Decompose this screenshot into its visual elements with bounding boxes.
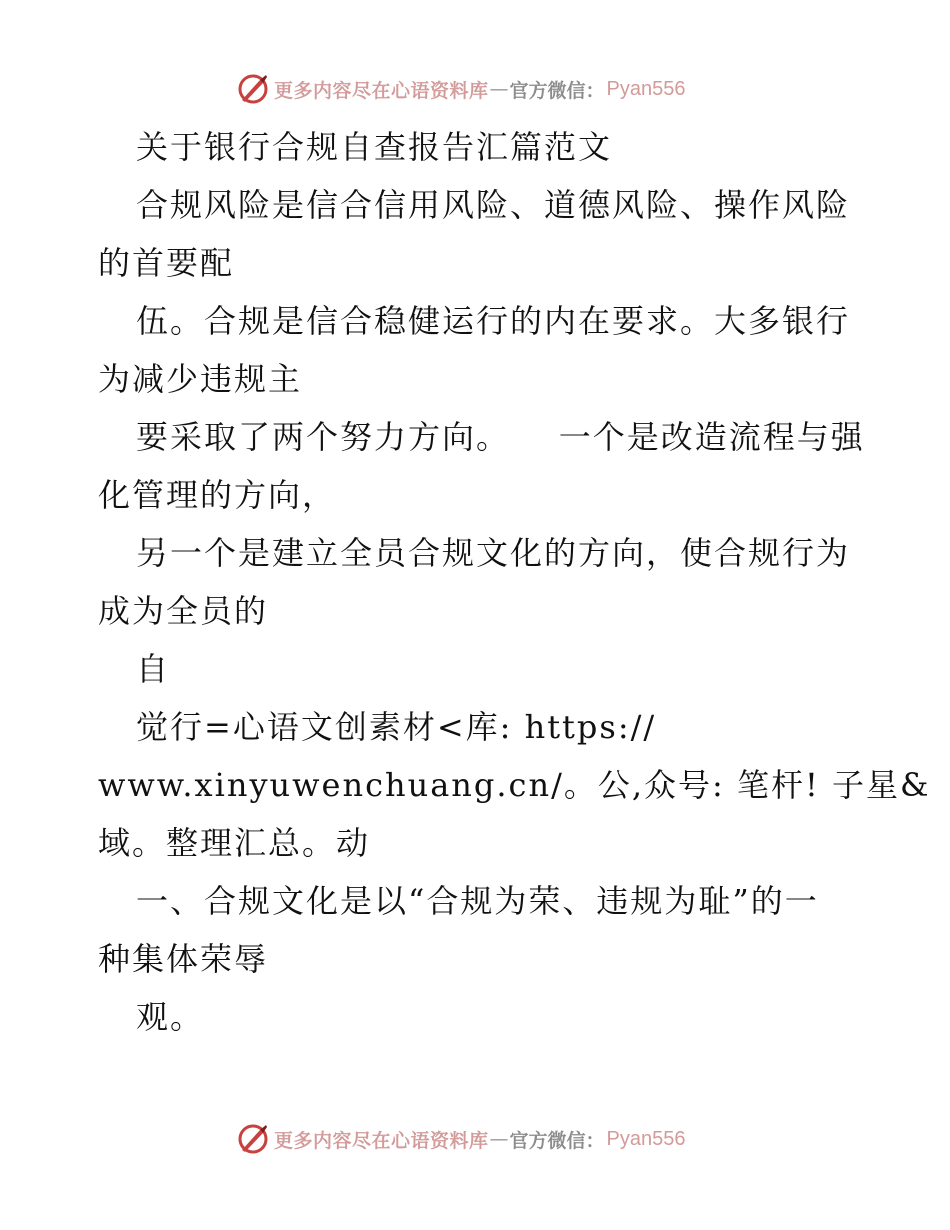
quill-logo-icon [236,72,270,106]
paragraph-line: 合规风险是信合信用风险、道德风险、操作风险 [136,186,851,224]
paragraph-line: 域。整理汇总。动 [98,824,371,862]
paragraph-line: 觉行=心语文创素材<库: https:// [136,708,657,746]
paragraph-line: 一、合规文化是以“合规为荣、违规为耻”的一 [136,882,819,920]
paragraph-line: 观。 [136,998,205,1036]
paragraph-line: 伍。合规是信合稳健运行的内在要求。大多银行 [136,302,851,340]
paragraph-line: 化管理的方向， [98,476,337,514]
watermark-separator: — [489,78,509,100]
paragraph-line: 要采取了两个努力方向。 一个是改造流程与强 [136,418,865,456]
paragraph-line: www.xinyuwenchuang.cn/。公,众号: 笔杆! 子星& [98,766,931,804]
watermark-id: Pyan556 [606,1127,686,1150]
paragraph-line: 种集体荣辱 [98,940,269,978]
document-title: 关于银行合规自查报告汇篇范文 [136,128,613,166]
quill-logo-icon [236,1122,270,1156]
header-watermark [236,72,686,106]
watermark-site-text: 更多内容尽在心语资料库 [274,1129,489,1152]
paragraph-line: 自 [136,650,171,688]
document-body [98,118,931,1046]
paragraph-line: 的首要配 [98,244,235,282]
watermark-site-text: 更多内容尽在心语资料库 [274,79,489,102]
watermark-label: 官方微信： [509,79,605,102]
paragraph-line: 另一个是建立全员合规文化的方向，使合规行为 [136,534,851,572]
footer-watermark [236,1122,686,1156]
paragraph-line: 成为全员的 [98,592,269,630]
watermark-id: Pyan556 [606,77,686,100]
paragraph-line: 为减少违规主 [98,360,303,398]
watermark-label: 官方微信： [509,1129,605,1152]
watermark-separator: — [489,1128,509,1150]
